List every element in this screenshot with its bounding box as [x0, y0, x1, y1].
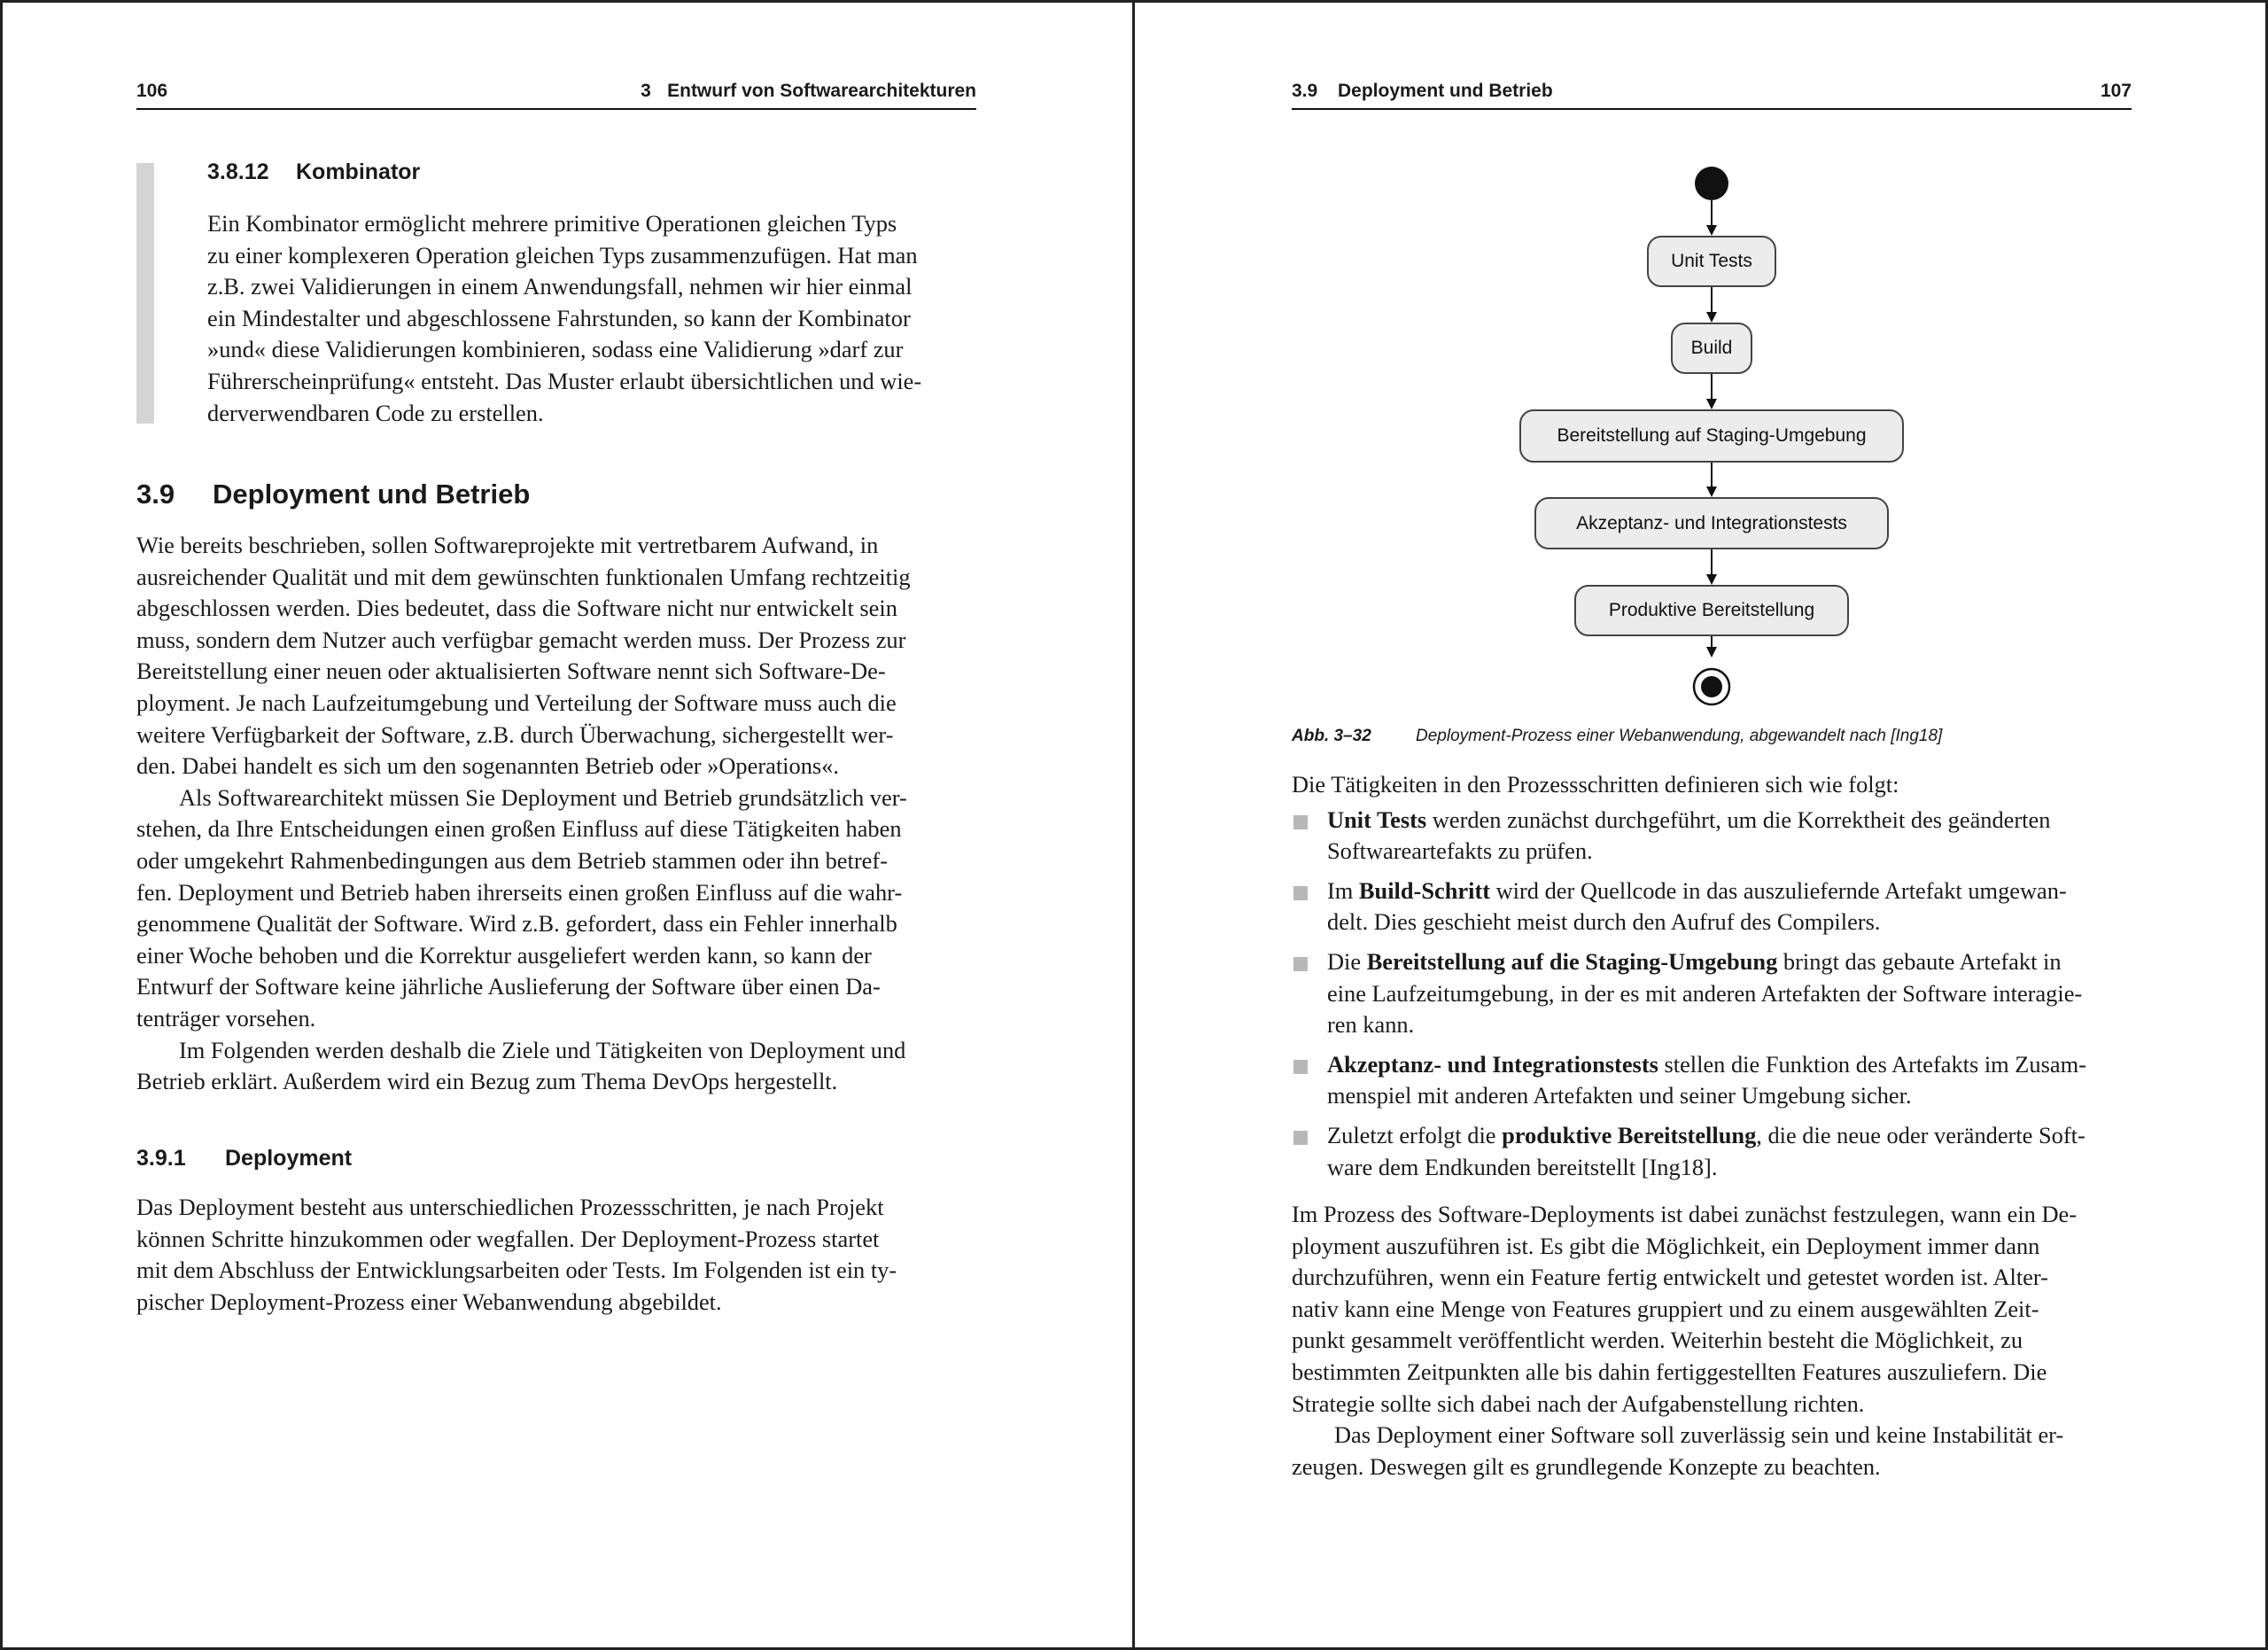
- paragraph: [136, 530, 976, 782]
- node-unit-tests: Unit Tests: [1647, 236, 1776, 287]
- text-line: Entwurf der Software keine jährliche Auslieferung der Software über einen Da-: [136, 973, 881, 1000]
- text-line: bestimmten Zeitpunkten alle bis dahin fertiggestellten Features auszuliefern. Die: [1292, 1358, 2047, 1385]
- node-build: Build: [1671, 323, 1752, 374]
- bullet-square-icon: [1293, 886, 1308, 900]
- list-item-line: , die die neue oder veränderte Soft-: [1756, 1121, 2085, 1148]
- text-line: mit dem Abschluss der Entwicklungsarbeiten oder Tests. Im Folgenden ist ein ty-: [136, 1257, 897, 1284]
- kombinator-text: [207, 208, 976, 429]
- list-item-line: wird der Quellcode in das auszuliefernde Artefakt umgewan-: [1490, 876, 2067, 904]
- text-line: Bereitstellung einer neuen oder aktualisierten Software nennt sich Software-De-: [136, 658, 886, 685]
- left-page: [136, 0, 976, 1650]
- list-item: [1292, 805, 2132, 868]
- list-item-prefix: Die: [1327, 947, 1367, 975]
- heading-3-8-12: [207, 160, 420, 185]
- left-running-title-number: 3: [641, 81, 651, 101]
- figure-caption: [1292, 725, 2132, 748]
- text-line: Betrieb erklärt. Außerdem wird ein Bezug zum Thema DevOps hergestellt.: [136, 1068, 838, 1095]
- text-line: pischer Deployment-Prozess einer Webanwendung abgebildet.: [136, 1288, 722, 1315]
- text-line: den. Dabei handelt es sich um den sogenannten Betrieb oder »Operations«.: [136, 752, 839, 780]
- left-running-title: [641, 78, 976, 105]
- list-item-prefix: Zuletzt erfolgt die: [1327, 1121, 1503, 1148]
- text-line: derverwendbaren Code zu erstellen.: [207, 399, 544, 426]
- list-item-text: [1327, 946, 2132, 1041]
- text-line: ployment auszuführen ist. Es gibt die Möglichkeit, ein Deployment immer dann: [1292, 1232, 2040, 1259]
- text-line: Als Softwarearchitekt müssen Sie Deployment und Betrieb grundsätzlich ver-: [179, 783, 907, 811]
- list-item-term: Bereitstellung auf die Staging-Umgebung: [1366, 947, 1778, 975]
- right-page: [1292, 0, 2132, 1650]
- list-item-text: [1327, 805, 2132, 868]
- list-item-line: stellen die Funktion des Artefakts im Zusam-: [1658, 1050, 2086, 1078]
- text-line: muss, sondern dem Nutzer auch verfügbar gemacht werden muss. Der Prozess zur: [136, 626, 906, 653]
- text-line: Das Deployment besteht aus unterschiedlichen Prozessschritten, je nach Projekt: [136, 1194, 884, 1220]
- bullet-square-icon: [1293, 815, 1308, 829]
- text-line: abgeschlossen werden. Dies bedeutet, dass die Software nicht nur entwickelt sein: [136, 595, 897, 622]
- right-running-head: [1292, 78, 2132, 110]
- text-line: tenträger vorsehen.: [136, 1004, 316, 1031]
- list-item-line: werden zunächst durchgeführt, um die Korrektheit des geänderten: [1426, 806, 2051, 833]
- left-running-title-text: Entwurf von Softwarearchitekturen: [667, 81, 976, 101]
- list-item-line: ware dem Endkunden bereitstellt [Ing18].: [1327, 1153, 1718, 1180]
- kombinator-paragraph: [207, 208, 976, 429]
- deployment-strategy-text: [1292, 1199, 2132, 1483]
- list-item-term: produktive Bereitstellung: [1502, 1121, 1757, 1148]
- paragraph: [1292, 1199, 2132, 1420]
- heading-number: 3.9: [136, 479, 175, 510]
- text-line: einer Woche behoben und die Korrektur ausgeliefert werden kann, so kann der: [136, 941, 872, 969]
- text-line: zu einer komplexeren Operation gleichen Typs zusammenzufügen. Hat man: [207, 241, 918, 269]
- bullet-square-icon: [1293, 1131, 1308, 1145]
- heading-3-9-1: [136, 1146, 352, 1171]
- text-line: Im Prozess des Software-Deployments ist dabei zunächst festzulegen, wann ein De-: [1292, 1201, 2078, 1227]
- heading-title: Deployment: [225, 1146, 353, 1171]
- start-node: [1695, 167, 1728, 200]
- paragraph: [136, 1192, 976, 1318]
- figure-label: Abb. 3–32: [1292, 727, 1371, 745]
- node-acceptance-integration-tests: Akzeptanz- und Integrationstests: [1534, 497, 1889, 549]
- text-line: stehen, da Ihre Entscheidungen einen großen Einfluss auf diese Tätigkeiten haben: [136, 815, 902, 843]
- text-line: weitere Verfügbarkeit der Software, z.B. durch Überwachung, sichergestellt wer-: [136, 720, 894, 748]
- list-item-prefix: Im: [1327, 876, 1359, 904]
- text-line: Ein Kombinator ermöglicht mehrere primitive Operationen gleichen Typs: [207, 210, 897, 237]
- right-running-title-number: 3.9: [1292, 81, 1318, 101]
- list-item-text: [1327, 1120, 2132, 1183]
- text-line: nativ kann eine Menge von Features gruppiert und zu einem ausgewählten Zeit-: [1292, 1295, 2039, 1322]
- bullet-square-icon: [1293, 1060, 1308, 1074]
- right-running-title: [1292, 78, 1553, 105]
- text-line: fen. Deployment und Betrieb haben ihrerseits einen großen Einfluss auf die wahr-: [136, 878, 903, 906]
- list-item-line: eine Laufzeitumgebung, in der es mit anderen Artefakten der Software interagie-: [1327, 979, 2083, 1007]
- list-item-line: bringt das gebaute Artefakt in: [1777, 947, 2062, 975]
- section-3-9-text: [136, 530, 976, 1098]
- right-page-number: 107: [2100, 81, 2132, 101]
- text-line: ployment. Je nach Laufzeitumgebung und Verteilung der Software muss auch die: [136, 689, 897, 716]
- right-running-title-text: Deployment und Betrieb: [1338, 81, 1553, 101]
- heading-title: Deployment und Betrieb: [213, 479, 531, 510]
- list-item: [1292, 946, 2132, 1041]
- process-steps-intro: Die Tätigkeiten in den Prozessschritten definieren sich wie folgt:: [1292, 771, 1899, 798]
- text-line: durchzuführen, wenn ein Feature fertig entwickelt und getestet worden ist. Alter-: [1292, 1264, 2048, 1291]
- paragraph: [136, 782, 976, 1035]
- list-item-text: [1327, 1049, 2132, 1112]
- text-line: ein Mindestalter und abgeschlossene Fahrstunden, so kann der Kombinator: [207, 304, 911, 331]
- list-item: [1292, 1049, 2132, 1112]
- text-line: Das Deployment einer Software soll zuverlässig sein und keine Instabilität er-: [1334, 1421, 2064, 1449]
- left-running-head: [136, 78, 976, 110]
- text-line: können Schritte hinzukommen oder wegfallen. Der Deployment-Prozess startet: [136, 1225, 880, 1252]
- list-item-text: [1327, 876, 2132, 938]
- text-line: Führerscheinprüfung« entsteht. Das Muster erlaubt übersichtlichen und wie-: [207, 367, 922, 394]
- text-line: Wie bereits beschrieben, sollen Softwareprojekte mit vertretbarem Aufwand, in: [136, 532, 879, 558]
- text-line: genommene Qualität der Software. Wird z.B. gefordert, dass ein Fehler innerhalb: [136, 910, 897, 938]
- list-item: [1292, 1120, 2132, 1183]
- text-line: oder umgekehrt Rahmenbedingungen aus dem Betrieb stammen oder ihn betref-: [136, 846, 888, 874]
- heading-number: 3.8.12: [207, 160, 269, 184]
- process-steps-list: [1292, 805, 2132, 1184]
- text-line: Strategie sollte sich dabei nach der Aufgabenstellung richten.: [1292, 1389, 1865, 1417]
- list-item: [1292, 876, 2132, 938]
- book-spine: [1132, 0, 1135, 1650]
- paragraph: [136, 1035, 976, 1098]
- section-3-9-1-text: [136, 1192, 976, 1318]
- deployment-activity-diagram: [1292, 160, 2132, 709]
- node-production-deployment: Produktive Bereitstellung: [1574, 585, 1849, 636]
- list-item-term: Unit Tests: [1327, 806, 1427, 833]
- sidebar-rule: [136, 163, 154, 424]
- list-item-line: Softwareartefakts zu prüfen.: [1327, 837, 1593, 865]
- left-page-number: 106: [136, 81, 168, 101]
- heading-title: Kombinator: [296, 160, 421, 184]
- figure-caption-text: Deployment-Prozess einer Webanwendung, abgewandelt nach [Ing18]: [1416, 727, 1943, 745]
- list-item-line: menspiel mit anderen Artefakten und seiner Umgebung sicher.: [1327, 1082, 1912, 1109]
- heading-number: 3.9.1: [136, 1146, 186, 1171]
- text-line: ausreichender Qualität und mit dem gewünschten funktionalen Umfang rechtzeitig: [136, 563, 911, 590]
- list-item-term: Akzeptanz- und Integrationstests: [1327, 1050, 1658, 1078]
- list-item-term: Build-Schritt: [1358, 876, 1491, 904]
- paragraph: [1292, 1420, 2132, 1483]
- heading-3-9: [136, 479, 530, 510]
- end-node-core: [1701, 676, 1722, 697]
- list-item-line: delt. Dies geschieht meist durch den Aufruf des Compilers.: [1327, 908, 1881, 936]
- text-line: punkt gesammelt veröffentlicht werden. Weiterhin besteht die Möglichkeit, zu: [1292, 1327, 2023, 1354]
- text-line: Im Folgenden werden deshalb die Ziele und Tätigkeiten von Deployment und: [179, 1036, 906, 1063]
- process-steps-text: [1292, 769, 2132, 1191]
- text-line: »und« diese Validierungen kombinieren, sodass eine Validierung »darf zur: [207, 336, 904, 363]
- node-staging-deployment: Bereitstellung auf Staging-Umgebung: [1519, 409, 1904, 463]
- bullet-square-icon: [1293, 957, 1308, 971]
- list-item-line: ren kann.: [1327, 1011, 1415, 1039]
- text-line: z.B. zwei Validierungen in einem Anwendungsfall, nehmen wir hier einmal: [207, 273, 913, 300]
- text-line: zeugen. Deswegen gilt es grundlegende Konzepte zu beachten.: [1292, 1452, 1881, 1480]
